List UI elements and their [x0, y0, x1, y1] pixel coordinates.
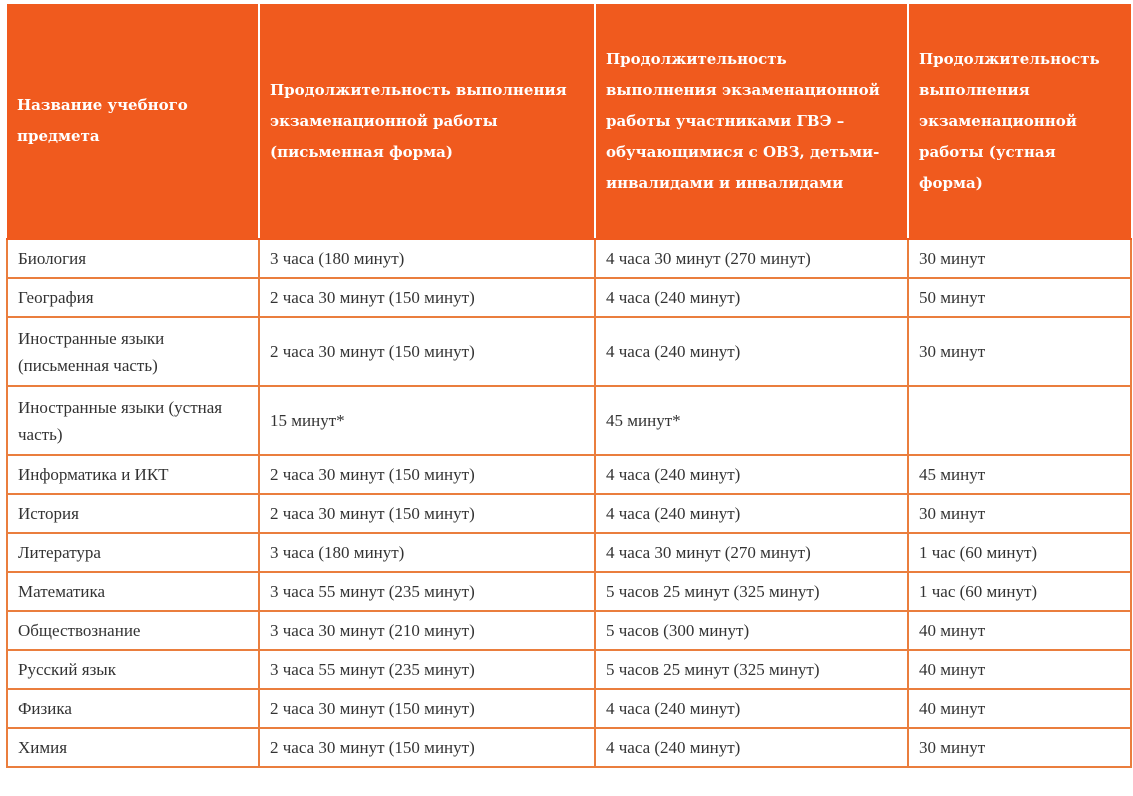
- cell-written: 3 часа (180 минут): [259, 533, 595, 572]
- cell-written: 2 часа 30 минут (150 минут): [259, 278, 595, 317]
- table-row: [7, 689, 1131, 728]
- cell-gve: 4 часа (240 минут): [595, 317, 908, 386]
- table-row: [7, 455, 1131, 494]
- cell-oral: 40 минут: [908, 611, 1131, 650]
- cell-written: 3 часа 55 минут (235 минут): [259, 650, 595, 689]
- cell-gve: 4 часа 30 минут (270 минут): [595, 239, 908, 278]
- table-row: [7, 386, 1131, 455]
- exam-duration-table-wrapper: [6, 4, 1130, 768]
- cell-written: 2 часа 30 минут (150 минут): [259, 728, 595, 767]
- cell-oral: 40 минут: [908, 650, 1131, 689]
- cell-written: 15 минут*: [259, 386, 595, 455]
- cell-subject: Информатика и ИКТ: [7, 455, 259, 494]
- cell-gve: 5 часов (300 минут): [595, 611, 908, 650]
- cell-oral: 50 минут: [908, 278, 1131, 317]
- exam-duration-table: [6, 4, 1132, 768]
- cell-oral: 30 минут: [908, 494, 1131, 533]
- cell-oral: 30 минут: [908, 728, 1131, 767]
- cell-gve: 45 минут*: [595, 386, 908, 455]
- header-row: [7, 4, 1131, 239]
- table-row: [7, 494, 1131, 533]
- cell-subject: Физика: [7, 689, 259, 728]
- cell-gve: 4 часа (240 минут): [595, 728, 908, 767]
- cell-subject: География: [7, 278, 259, 317]
- table-row: [7, 572, 1131, 611]
- cell-subject: Иностранные языки (устная часть): [7, 386, 259, 455]
- header-written-duration: Продолжительность выполнения экзаменационной работы (письменная форма): [259, 4, 595, 239]
- table-row: [7, 728, 1131, 767]
- cell-gve: 4 часа (240 минут): [595, 278, 908, 317]
- cell-oral: 1 час (60 минут): [908, 572, 1131, 611]
- cell-oral: 45 минут: [908, 455, 1131, 494]
- cell-subject: Русский язык: [7, 650, 259, 689]
- cell-subject: Математика: [7, 572, 259, 611]
- table-header: [7, 4, 1131, 239]
- cell-written: 3 часа (180 минут): [259, 239, 595, 278]
- cell-gve: 4 часа 30 минут (270 минут): [595, 533, 908, 572]
- table-row: [7, 317, 1131, 386]
- cell-subject: Биология: [7, 239, 259, 278]
- table-row: [7, 278, 1131, 317]
- cell-oral: [908, 386, 1131, 455]
- cell-written: 2 часа 30 минут (150 минут): [259, 455, 595, 494]
- cell-gve: 5 часов 25 минут (325 минут): [595, 572, 908, 611]
- cell-written: 3 часа 30 минут (210 минут): [259, 611, 595, 650]
- table-body: [7, 239, 1131, 767]
- cell-gve: 4 часа (240 минут): [595, 689, 908, 728]
- cell-gve: 4 часа (240 минут): [595, 455, 908, 494]
- header-subject: Название учебного предмета: [7, 4, 259, 239]
- cell-written: 3 часа 55 минут (235 минут): [259, 572, 595, 611]
- cell-subject: История: [7, 494, 259, 533]
- table-row: [7, 533, 1131, 572]
- table-row: [7, 239, 1131, 278]
- cell-oral: 40 минут: [908, 689, 1131, 728]
- cell-subject: Обществознание: [7, 611, 259, 650]
- cell-subject: Иностранные языки (письменная часть): [7, 317, 259, 386]
- header-gve-duration: Продолжительность выполнения экзаменационной работы участниками ГВЭ – обучающимися с ОВЗ, детьми-инвалидами и инвалидами: [595, 4, 908, 239]
- table-row: [7, 611, 1131, 650]
- cell-written: 2 часа 30 минут (150 минут): [259, 689, 595, 728]
- cell-oral: 1 час (60 минут): [908, 533, 1131, 572]
- cell-written: 2 часа 30 минут (150 минут): [259, 494, 595, 533]
- cell-written: 2 часа 30 минут (150 минут): [259, 317, 595, 386]
- cell-gve: 5 часов 25 минут (325 минут): [595, 650, 908, 689]
- cell-oral: 30 минут: [908, 317, 1131, 386]
- cell-subject: Химия: [7, 728, 259, 767]
- cell-subject: Литература: [7, 533, 259, 572]
- cell-oral: 30 минут: [908, 239, 1131, 278]
- header-oral-duration: Продолжительность выполнения экзаменационной работы (устная форма): [908, 4, 1131, 239]
- cell-gve: 4 часа (240 минут): [595, 494, 908, 533]
- table-row: [7, 650, 1131, 689]
